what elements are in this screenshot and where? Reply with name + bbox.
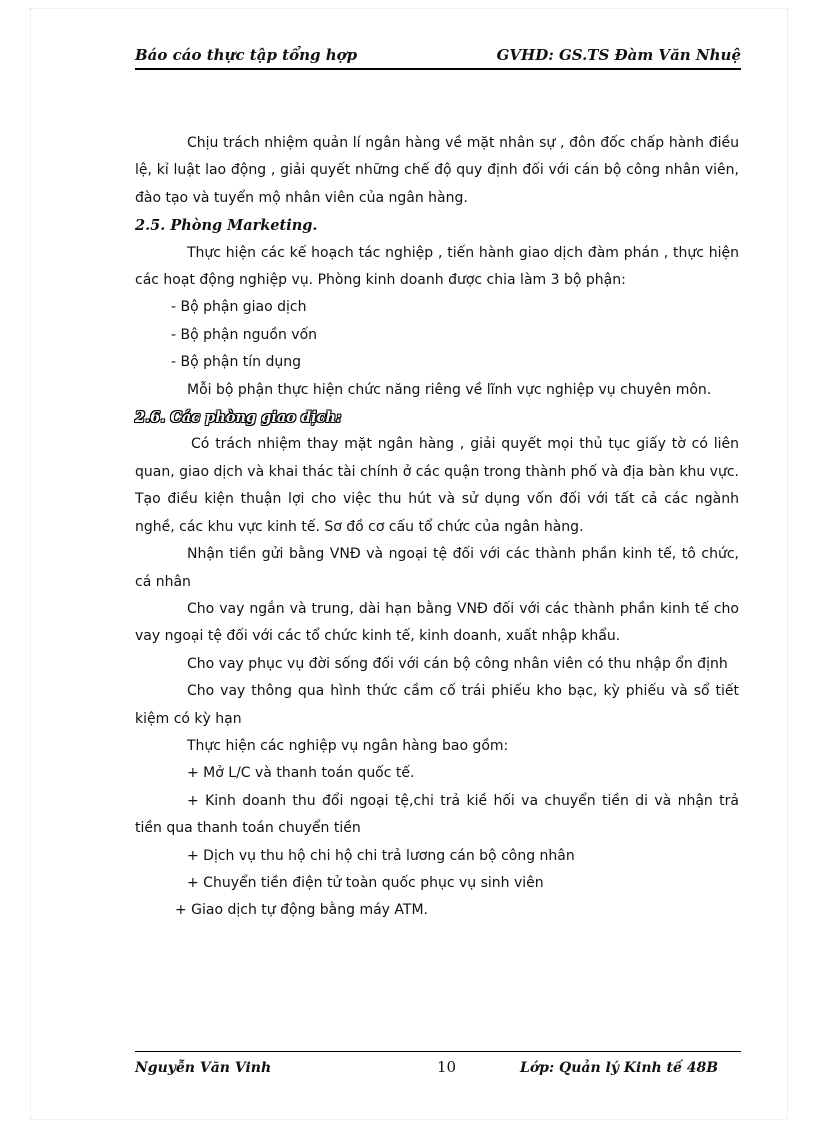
service-item-forex: + Kinh doanh thu đổi ngoại tệ,chi trả kiề hối va chuyển tiền di và nhận trả tiền qua thanh toán chuyển tiền (135, 792, 739, 837)
paragraph-loans: Cho vay ngắn và trung, dài hạn bằng VNĐ đối với các thành phần kinh tế cho vay ngoại tệ đối với các tổ chức kinh tế, kinh doanh, xuất nhập khẩu. (135, 600, 739, 645)
section-heading-marketing: 2.5. Phòng Marketing. (135, 217, 318, 235)
report-title: Báo cáo thực tập tổng hợp (135, 46, 358, 64)
paragraph-pledge-loans: Cho vay thông qua hình thức cầm cố trái phiếu kho bạc, kỳ phiếu và sổ tiết kiệm có kỳ hạn (135, 683, 739, 727)
document-body (135, 130, 739, 925)
list-item-dept-funding: - Bộ phận nguồn vốn (171, 326, 318, 343)
paragraph-marketing: Thực hiện các kế hoạch tác nghiệp , tiến hành giao dịch đàm phán , thực hiện các hoạt động nghiệp vụ. Phòng kinh doanh được chia làm 3 bộ phận: (135, 244, 739, 289)
section-heading-branches: 2.6. Các phòng giao dịch: (135, 409, 342, 427)
service-item-payroll: + Dịch vụ thu hộ chi hộ chi trả lương cán bộ công nhân (187, 847, 575, 864)
service-item-atm: + Giao dịch tự động bằng máy ATM. (175, 902, 428, 919)
paragraph-consumer-loans: Cho vay phục vụ đời sống đối với cán bộ công nhân viên có thu nhập ổn định (187, 655, 728, 672)
list-item-dept-credit: - Bộ phận tín dụng (171, 354, 302, 371)
paragraph-deposits: Nhận tiền gửi bằng VNĐ và ngoại tệ đối với các thành phần kinh tế, tô chức, cá nhân (135, 546, 739, 590)
author-name: Nguyễn Văn Vinh (135, 1060, 272, 1076)
list-item-dept-transaction: - Bộ phận giao dịch (171, 299, 307, 316)
page-footer (135, 1051, 741, 1082)
paragraph-services-intro: Thực hiện các nghiệp vụ ngân hàng bao gồm: (187, 737, 509, 754)
page-header (135, 44, 741, 70)
service-item-lc: + Mở L/C và thanh toán quốc tế. (187, 765, 415, 782)
class-label: Lớp: Quản lý Kinh tế 48B (520, 1060, 719, 1076)
service-item-transfer: + Chuyển tiền điện tử toàn quốc phục vụ sinh viên (187, 874, 544, 891)
paragraph-branches: Có trách nhiệm thay mặt ngân hàng , giải quyết mọi thủ tục giấy tờ có liên quan, giao dịch và khai thác tài chính ở các quận trong thành phố và địa bàn khu vực. Tạo điều kiện thuận lợi cho việc thu hút và sử dụng vốn đối với tất cả các ngành nghề, các khu vực kinh tế. Sơ đồ cơ cấu tổ chức của ngân hàng. (135, 436, 739, 535)
supervisor-label: GVHD: GS.TS Đàm Văn Nhuệ (496, 46, 741, 64)
paragraph-hr-duties: Chịu trách nhiệm quản lí ngân hàng về mặt nhân sự , đôn đốc chấp hành điều lệ, kỉ luật lao động , giải quyết những chế độ quy định đối với cán bộ công nhân viên, đào tạo và tuyển mộ nhân viên của ngân hàng. (135, 135, 739, 206)
page-number: 10 (437, 1058, 457, 1076)
paragraph-dept-function: Mỗi bộ phận thực hiện chức năng riêng về lĩnh vực nghiệp vụ chuyên môn. (187, 381, 712, 398)
